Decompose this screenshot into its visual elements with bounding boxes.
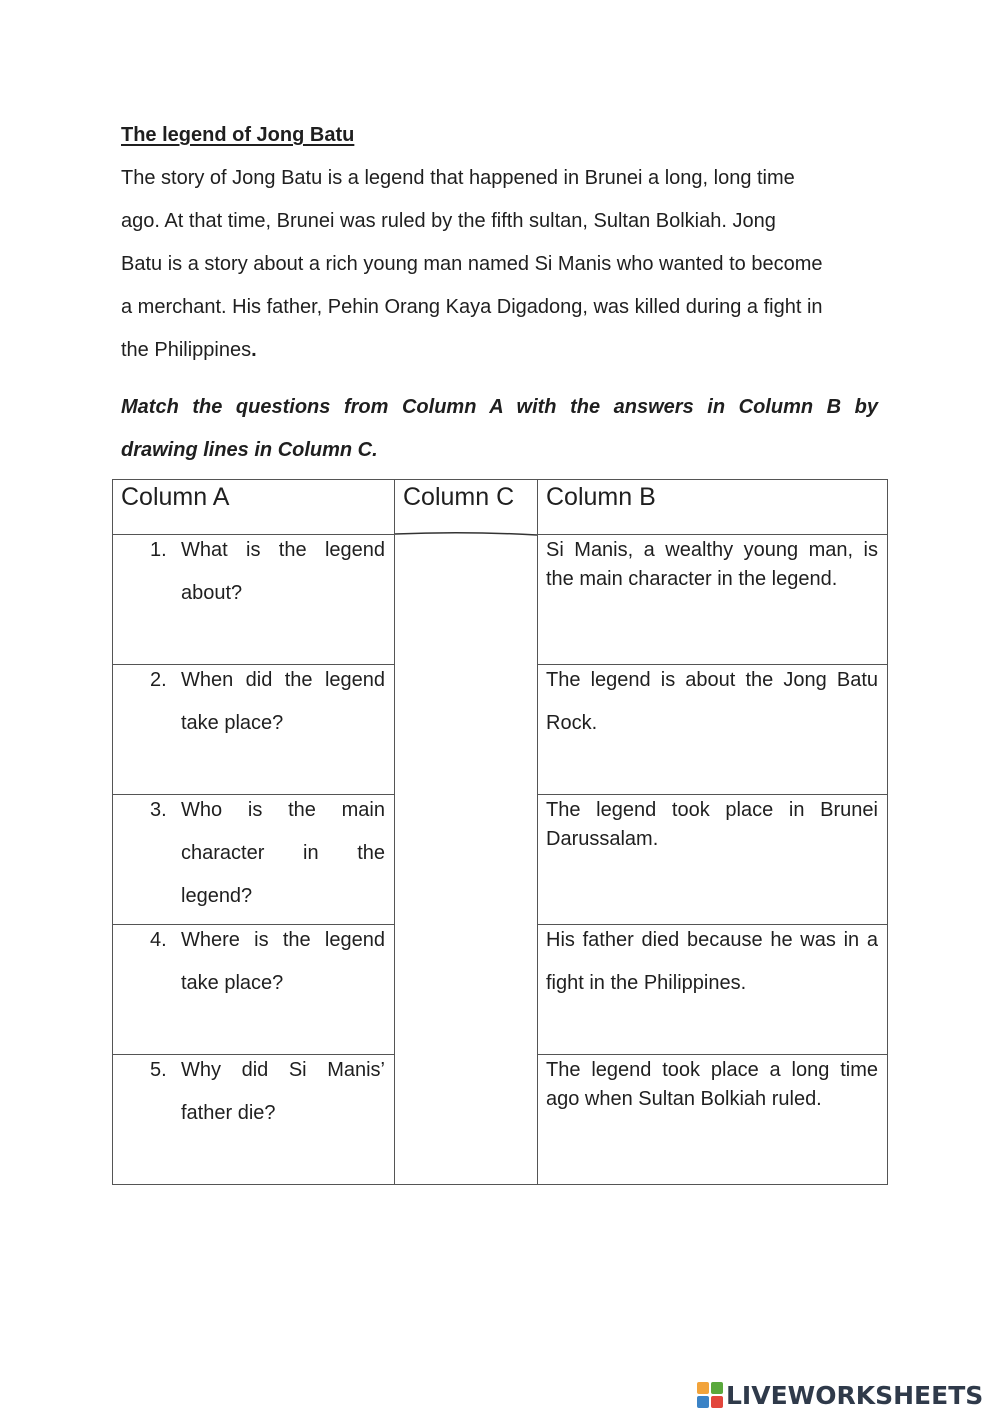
answer-item: The legend took place in Brunei Darussalam. bbox=[546, 799, 878, 850]
question-number: 2. bbox=[150, 669, 167, 691]
answer-item: The legend took place a long time ago when Sultan Bolkiah ruled. bbox=[546, 1059, 878, 1110]
liveworksheets-logo-icon bbox=[697, 1382, 723, 1408]
logo-tile bbox=[711, 1382, 723, 1394]
table-border-top bbox=[112, 479, 888, 480]
table-border-bottom bbox=[112, 1184, 888, 1185]
column-c-header: Column C bbox=[403, 483, 515, 511]
column-b-header: Column B bbox=[546, 483, 656, 511]
table-border-left bbox=[112, 479, 113, 1185]
logo-tile bbox=[711, 1396, 723, 1408]
table-border-right bbox=[887, 479, 888, 1185]
question-text: When did the legend take place? bbox=[181, 669, 385, 734]
story-end-period: . bbox=[251, 339, 257, 361]
question-text: Where is the legend take place? bbox=[181, 929, 385, 994]
story-paragraph bbox=[121, 157, 881, 372]
question-text: Why did Si Manis’ father die? bbox=[181, 1059, 385, 1124]
column-divider-c-b bbox=[537, 479, 538, 1185]
question-number: 1. bbox=[150, 539, 167, 561]
worksheet-title: The legend of Jong Batu bbox=[121, 124, 355, 146]
story-line-text: the Philippines bbox=[121, 339, 252, 361]
liveworksheets-logo bbox=[697, 1378, 983, 1412]
logo-tile bbox=[697, 1382, 709, 1394]
story-line-last bbox=[121, 329, 881, 372]
answer-item: Si Manis, a wealthy young man, is the main character in the legend. bbox=[546, 539, 878, 590]
story-line: Batu is a story about a rich young man named Si Manis who wanted to become bbox=[121, 253, 823, 275]
header-row-divider-b bbox=[537, 534, 888, 535]
column-a-header: Column A bbox=[121, 483, 230, 511]
question-text: Who is the main character in the legend? bbox=[181, 799, 385, 907]
story-line: The story of Jong Batu is a legend that happened in Brunei a long, long time bbox=[121, 167, 795, 189]
answer-item: His father died because he was in a fight in the Philippines. bbox=[546, 929, 878, 994]
instruction-line-2: drawing lines in Column C. bbox=[121, 439, 378, 461]
question-number: 4. bbox=[150, 929, 167, 951]
logo-text: LIVEWORKSHEETS bbox=[726, 1380, 984, 1410]
story-line: ago. At that time, Brunei was ruled by the fifth sultan, Sultan Bolkiah. Jong bbox=[121, 210, 776, 232]
question-number: 3. bbox=[150, 799, 167, 821]
instruction-text bbox=[121, 386, 878, 472]
row-divider-b bbox=[537, 794, 888, 795]
question-text: What is the legend about? bbox=[181, 539, 385, 604]
answer-item: The legend is about the Jong Batu Rock. bbox=[546, 669, 878, 734]
instruction-line-1: Match the questions from Column A with the answers in Column B by bbox=[121, 396, 878, 418]
story-line: a merchant. His father, Pehin Orang Kaya Digadong, was killed during a fight in bbox=[121, 296, 823, 318]
logo-tile bbox=[697, 1396, 709, 1408]
matching-table bbox=[112, 479, 888, 1185]
column-c-drawing-area[interactable] bbox=[395, 535, 537, 1184]
question-number: 5. bbox=[150, 1059, 167, 1081]
row-divider-b bbox=[537, 1054, 888, 1055]
